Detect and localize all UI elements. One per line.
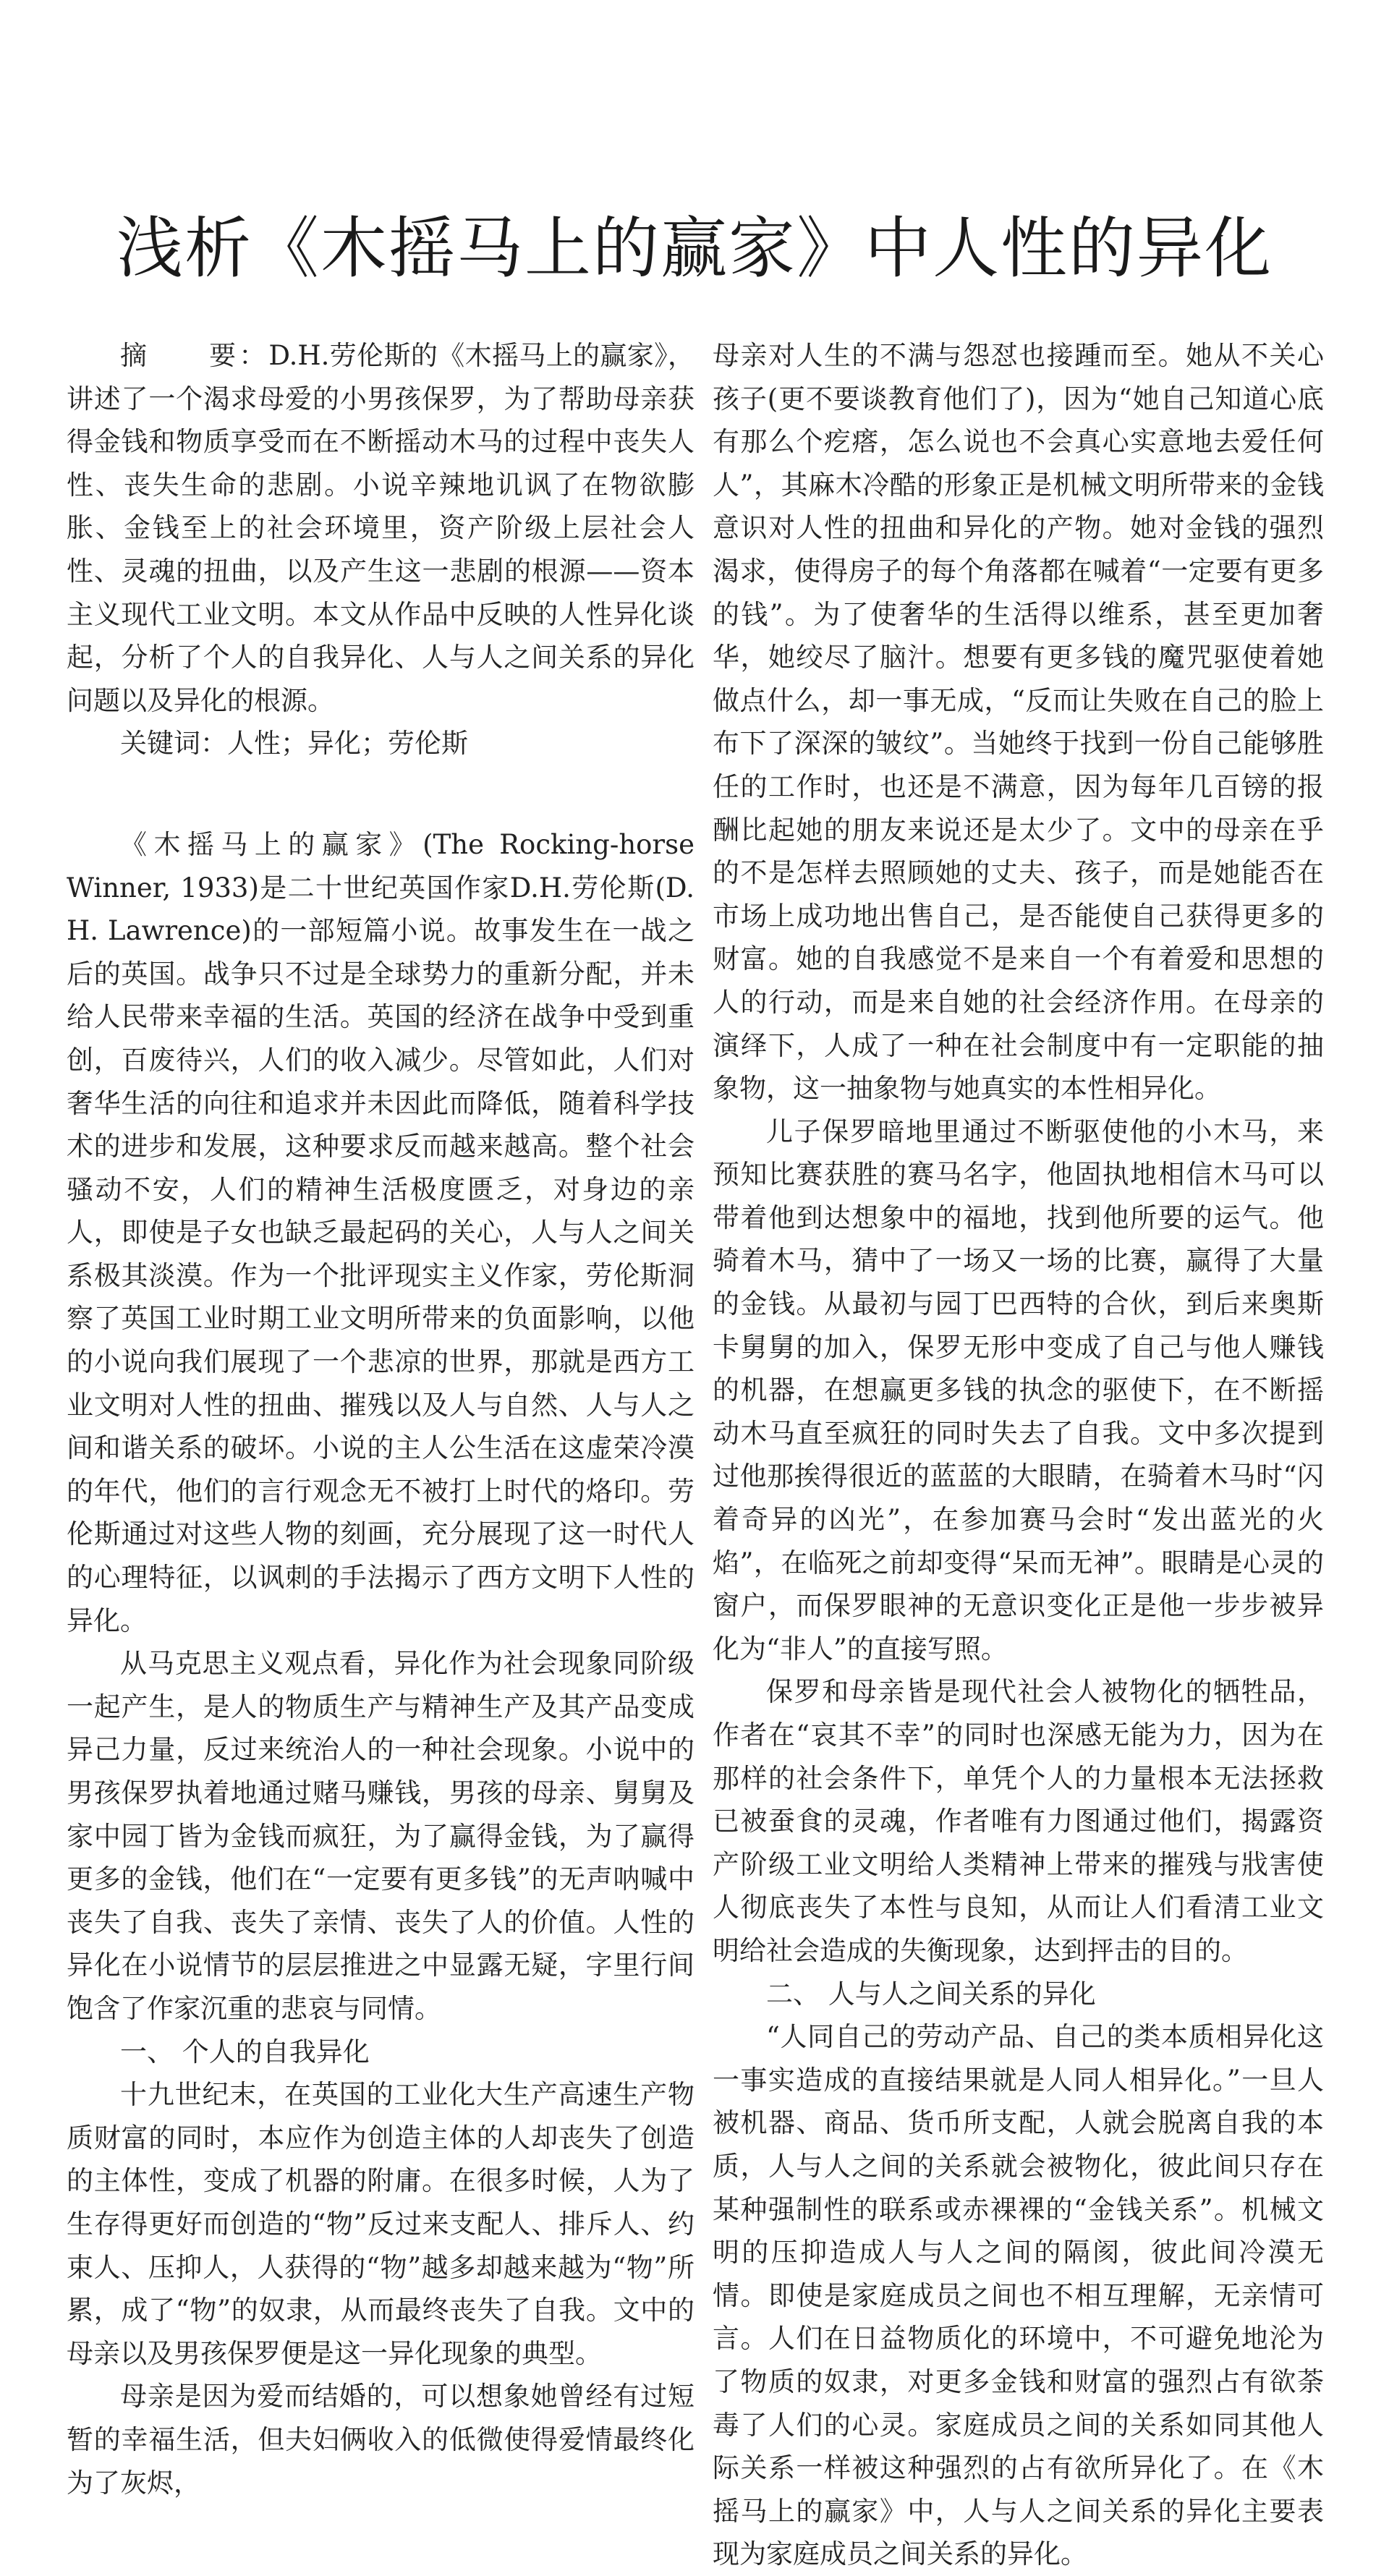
abstract-label: 摘 要：: [120, 340, 269, 371]
keywords: 关键词：人性；异化；劳伦斯: [120, 728, 468, 760]
body-paragraph: “人同自己的劳动产品、自己的类本质相异化这一事实造成的直接结果就是人同人相异化。”一旦人被机器、商品、货币所支配，人就会脱离自我的本质，人与人之间的关系就会被物化，彼此间只存在某种强制性的联系或赤裸裸的“金钱关系”。机械文明的压抑造成人与人之间的隔阂，彼此间冷漠无情。即使是家庭成员之间也不相互理解，无亲情可言。人们在日益物质化的环境中，不可避免地沦为了物质的奴隶，对更多金钱和财富的强烈占有欲荼毒了人们的心灵。家庭成员之间的关系如同其他人际关系一样被这种强烈的占有欲所异化了。在《木摇马上的赢家》中，人与人之间关系的异化主要表现为家庭成员之间关系的异化。: [713, 2021, 1324, 2570]
article-title: 浅析《木摇马上的赢家》中人性的异化: [116, 210, 1273, 287]
body-paragraph: 十九世纪末，在英国的工业化大生产高速生产物质财富的同时，本应作为创造主体的人却丧失了创造的主体性，变成了机器的附庸。在很多时候，人为了生存得更好而创造的“物”反过来支配人、排斥人、约束人、压抑人，人获得的“物”越多却越来越为“物”所累，成了“物”的奴隶，从而最终丧失了自我。文中的母亲以及男孩保罗便是这一异化现象的典型。: [67, 2079, 694, 2369]
body-paragraph: 《木摇马上的赢家》(The Rocking-horse Winner, 1933)是二十世纪英国作家D.H.劳伦斯(D. H. Lawrence)的一部短篇小说。故事发生在一战之后的英国。战争只不过是全球势力的重新分配，并未给人民带来幸福的生活。英国的经济在战争中受到重创，百废待兴，人们的收入减少。尽管如此，人们对奢华生活的向往和追求并未因此而降低，随着科学技术的进步和发展，这种要求反而越来越高。整个社会骚动不安，人们的精神生活极度匮乏，对身边的亲人，即使是子女也缺乏最起码的关心，人与人之间关系极其淡漠。作为一个批评现实主义作家，劳伦斯洞察了英国工业时期工业文明所带来的负面影响，以他的小说向我们展现了一个悲凉的世界，那就是西方工业文明对人性的扭曲、摧残以及人与自然、人与人之间和谐关系的破坏。小说的主人公生活在这虚荣冷漠的年代，他们的言行观念无不被打上时代的烙印。劳伦斯通过对这些人物的刻画，充分展现了这一时代人的心理特征，以讽刺的手法揭示了西方文明下人性的异化。: [67, 828, 694, 1636]
abstract: [67, 334, 694, 722]
body-paragraph: 儿子保罗暗地里通过不断驱使他的小木马，来预知比赛获胜的赛马名字，他固执地相信木马可以带着他到达想象中的福地，找到他所要的运气。他骑着木马，猜中了一场又一场的比赛，赢得了大量的金钱。从最初与园丁巴西特的合伙，到后来奥斯卡舅舅的加入，保罗无形中变成了自己与他人赚钱的机器，在想赢更多钱的执念的驱使下，在不断摇动木马直至疯狂的同时失去了自我。文中多次提到过他那挨得很近的蓝蓝的大眼睛，在骑着木马时“闪着奇异的凶光”，在参加赛马会时“发出蓝光的火焰”，在临死之前却变得“呆而无神”。眼睛是心灵的窗户，而保罗眼神的无意识变化正是他一步步被异化为“非人”的直接写照。: [713, 1115, 1324, 1665]
body-paragraph: 母亲对人生的不满与怨怼也接踵而至。她从不关心孩子(更不要谈教育他们了)，因为“她自己知道心底有那么个疙瘩，怎么说也不会真心实意地去爱任何人”，其麻木冷酷的形象正是机械文明所带来的金钱意识对人性的扭曲和异化的产物。她对金钱的强烈渴求，使得房子的每个角落都在喊着“一定要有更多的钱”。为了使奢华的生活得以维系，甚至更加奢华，她绞尽了脑汁。想要有更多钱的魔咒驱使着她做点什么，却一事无成，“反而让失败在自己的脸上布下了深深的皱纹”。当她终于找到一份自己能够胜任的工作时，也还是不满意，因为每年几百镑的报酬比起她的朋友来说还是太少了。文中的母亲在乎的不是怎样去照顾她的丈夫、孩子，而是她能否在市场上成功地出售自己，是否能使自己获得更多的财富。她的自我感觉不是来自一个有着爱和思想的人的行动，而是来自她的社会经济作用。在母亲的演绎下，人成了一种在社会制度中有一定职能的抽象物，这一抽象物与她真实的本性相异化。: [713, 340, 1324, 1105]
body-paragraph: 保罗和母亲皆是现代社会人被物化的牺牲品，作者在“哀其不幸”的同时也深感无能为力，因为在那样的社会条件下，单凭个人的力量根本无法拯救已被蚕食的灵魂，作者唯有力图通过他们，揭露资产阶级工业文明给人类精神上带来的摧残与戕害使人彻底丧失了本性与良知，从而让人们看清工业文明给社会造成的失衡现象，达到抨击的目的。: [713, 1676, 1324, 1966]
body-paragraph: 母亲是因为爱而结婚的，可以想象她曾经有过短暂的幸福生活，但夫妇俩收入的低微使得爱情最终化为了灰烬，: [67, 2381, 694, 2499]
right-column: [713, 334, 1324, 2576]
left-column: [67, 334, 694, 2504]
body-paragraph: 从马克思主义观点看，异化作为社会现象同阶级一起产生，是人的物质生产与精神生产及其产品变成异己力量，反过来统治人的一种社会现象。小说中的男孩保罗执着地通过赌马赚钱，男孩的母亲、舅舅及家中园丁皆为金钱而疯狂，为了赢得金钱，为了赢得更多的金钱，他们在“一定要有更多钱”的无声呐喊中丧失了自我、丧失了亲情、丧失了人的价值。人性的异化在小说情节的层层推进之中显露无疑，字里行间饱含了作家沉重的悲哀与同情。: [67, 1648, 694, 2024]
section-heading-1: 一、 个人的自我异化: [120, 2036, 370, 2067]
section-heading-2: 二、 人与人之间关系的异化: [766, 1978, 1096, 2010]
spacer: [67, 765, 694, 823]
abstract-text: D.H.劳伦斯的《木摇马上的赢家》，讲述了一个渴求母爱的小男孩保罗，为了帮助母亲获得金钱和物质享受而在不断摇动木马的过程中丧失人性、丧失生命的悲剧。小说辛辣地讥讽了在物欲膨胀、金钱至上的社会环境里，资产阶级上层社会人性、灵魂的扭曲，以及产生这一悲剧的根源——资本主义现代工业文明。本文从作品中反映的人性异化谈起，分析了个人的自我异化、人与人之间关系的异化问题以及异化的根源。: [67, 340, 695, 716]
